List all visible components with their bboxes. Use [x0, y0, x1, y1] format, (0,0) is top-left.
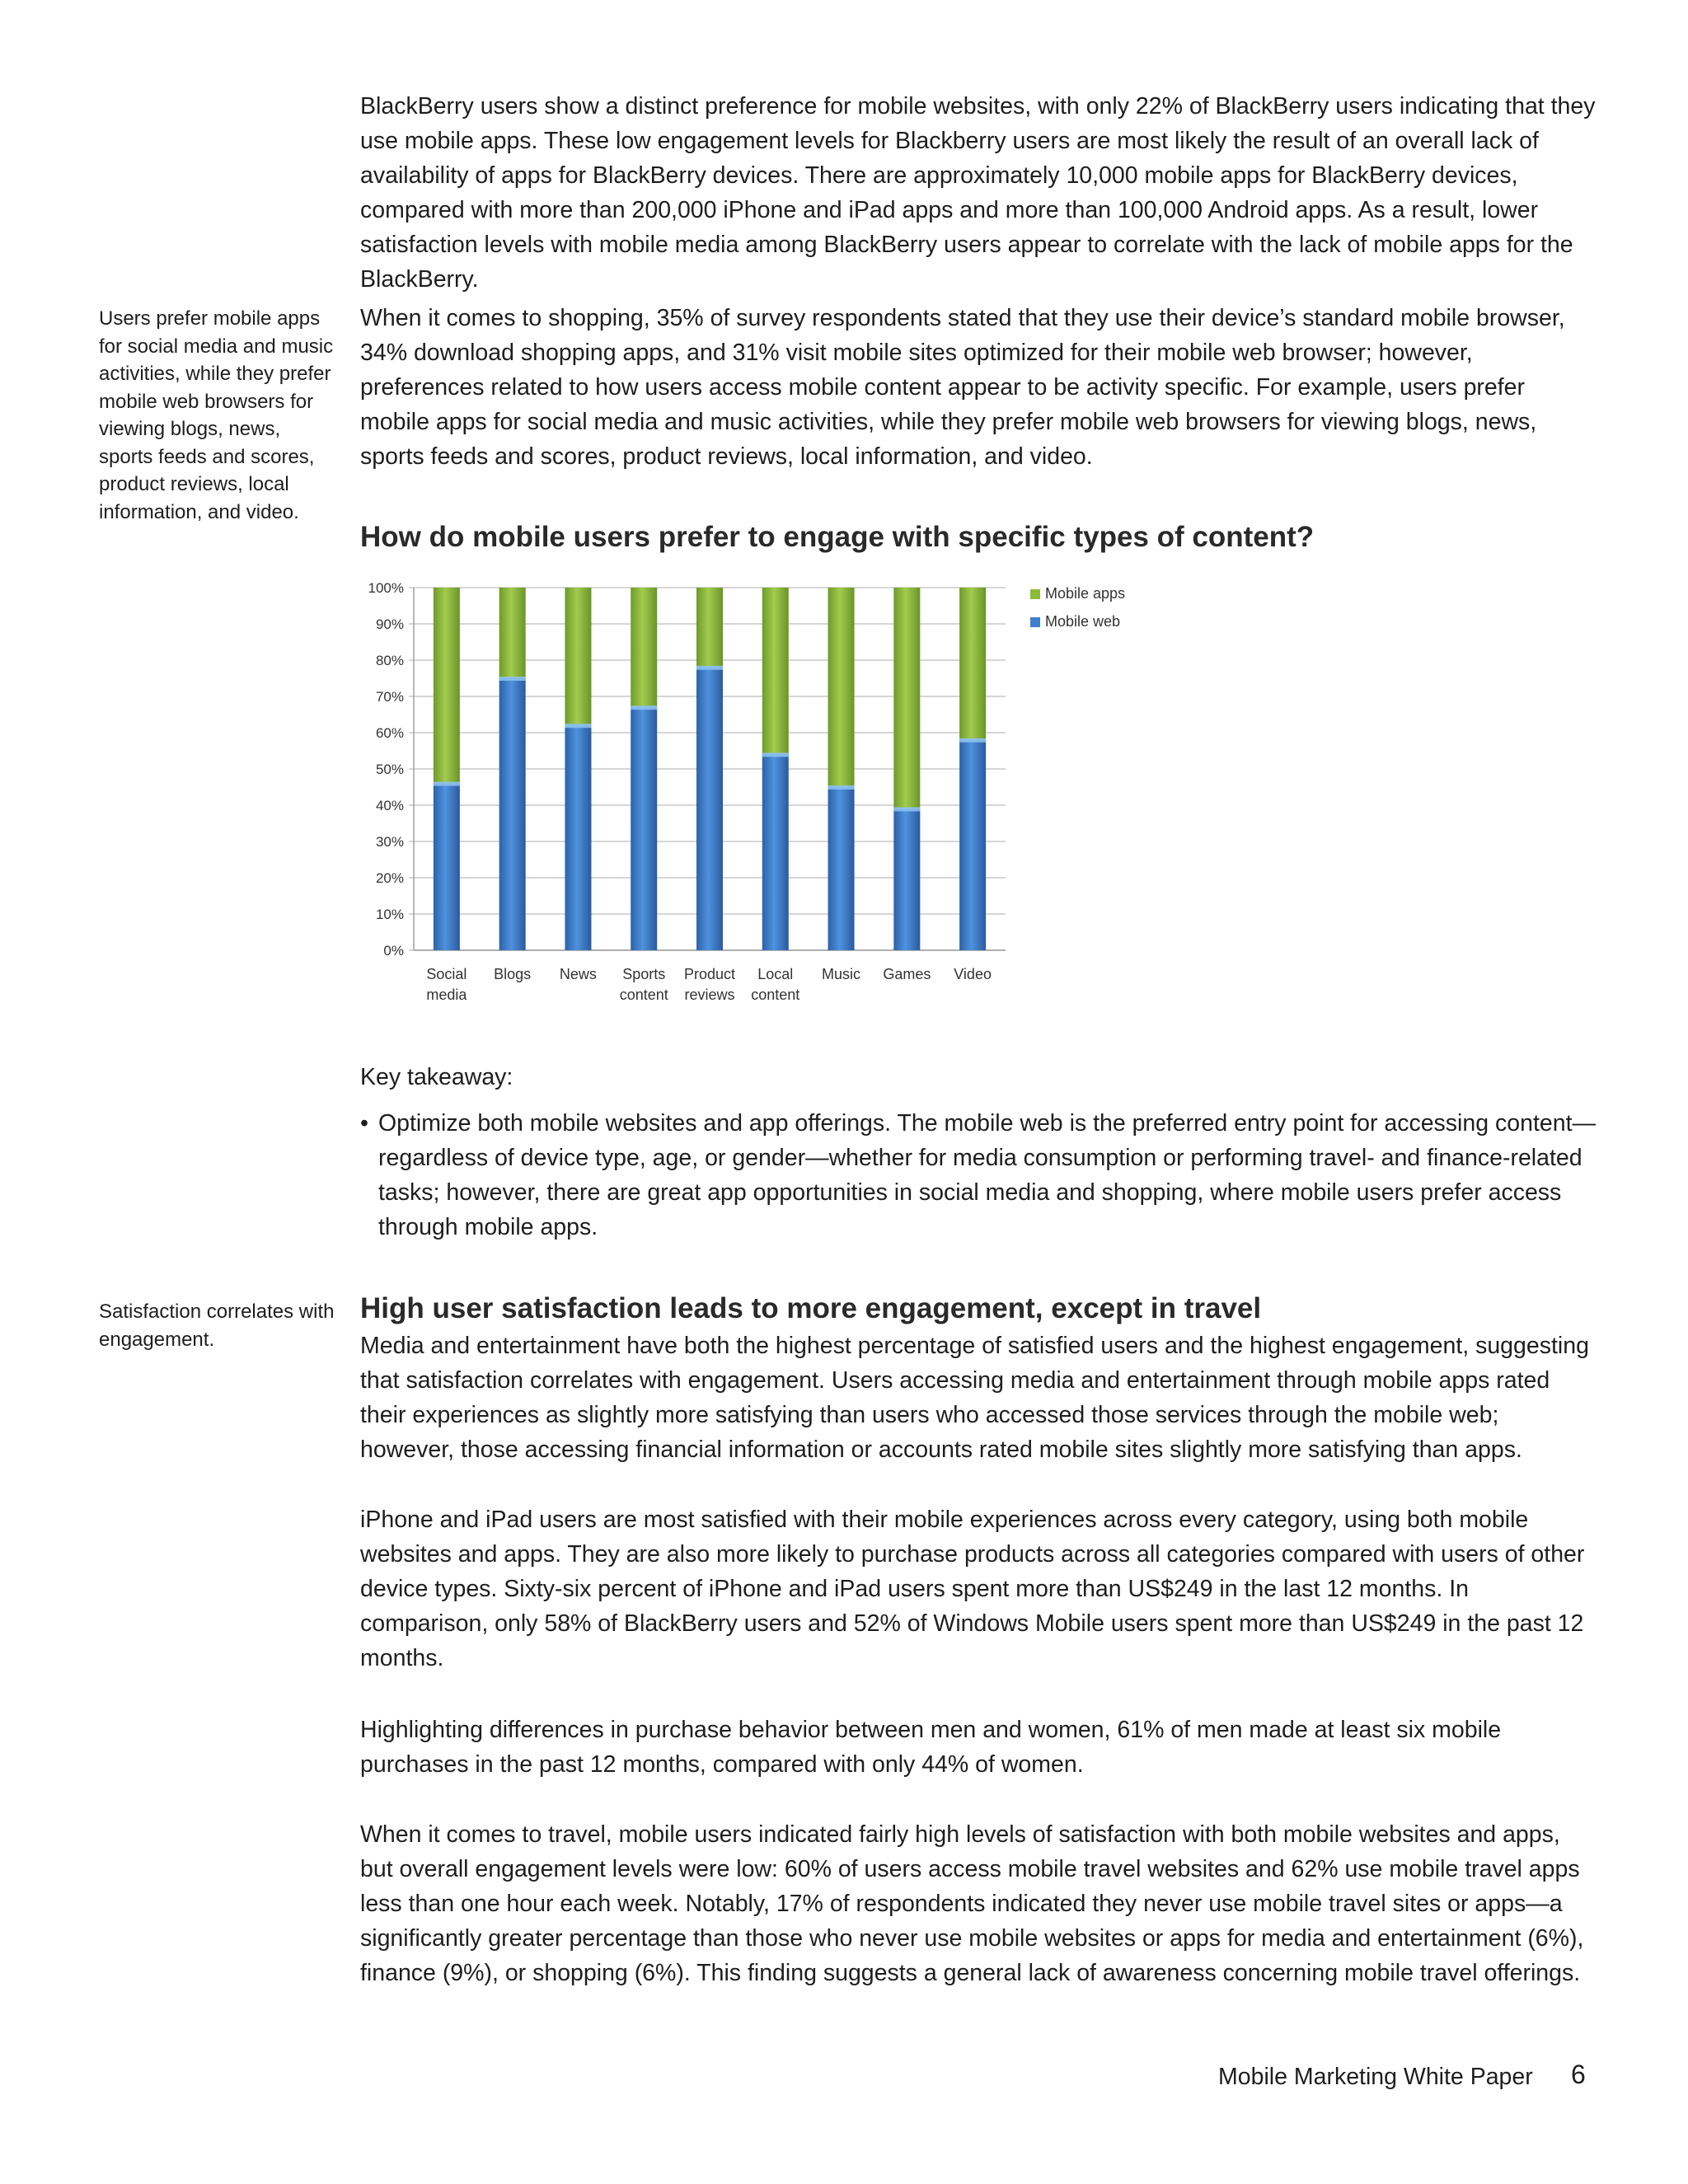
gender-paragraph-block [360, 1713, 1597, 1782]
key-takeaway-label: Key takeaway: [360, 1064, 513, 1090]
y-tick-label: 40% [375, 798, 404, 813]
x-tick-label: reviews [684, 987, 735, 1003]
bar-mobile-web-cap [565, 724, 591, 728]
bar-mobile-web-cap [762, 752, 789, 757]
bar-mobile-apps [762, 588, 789, 754]
bar-mobile-web-cap [434, 782, 460, 786]
bar-mobile-apps [828, 588, 855, 787]
bar-mobile-web [762, 754, 789, 950]
x-tick-label: News [559, 966, 597, 982]
bar-mobile-web [696, 668, 723, 950]
y-tick-label: 80% [375, 653, 404, 668]
x-tick-label: Music [822, 966, 861, 982]
bar-mobile-apps [893, 588, 920, 808]
y-tick-label: 90% [375, 616, 404, 632]
x-tick-label: Social [426, 966, 467, 982]
sidenote-mobile-apps: Users prefer mobile apps for social media and music activities, while they prefer mobile web browsers for viewing blogs, news, sports feeds and scores, product reviews, local information, and video. [99, 307, 334, 523]
bar-mobile-apps [499, 588, 526, 678]
paragraph-shopping: When it comes to shopping, 35% of survey respondents stated that they use their device’s standard mobile browser, 34% download shopping apps, and 31% visit mobile sites optimized for their mobile web browser; however, preferences related to how users access mobile content appear to be activity specific. For example, users prefer mobile apps for social media and music activities, while they prefer mobile web browsers for viewing blogs, news, sports feeds and scores, product reviews, local information, and video. [360, 305, 1565, 470]
legend-swatch [1030, 617, 1040, 627]
bullet-text: Optimize both mobile websites and app offerings. The mobile web is the preferred entry point for accessing content—regardless of device type, age, or gender—whether for media consumption or performing travel- and finance-related tasks; however, there are great app opportunities in social media and shopping, where mobile users prefer access through mobile apps. [378, 1110, 1596, 1240]
y-tick-label: 30% [375, 834, 404, 850]
bar-mobile-web [434, 784, 460, 950]
satisfaction-paragraph-block [360, 1329, 1597, 1467]
bullet-marker: • [360, 1110, 368, 1137]
x-tick-label: content [751, 987, 800, 1003]
intro-paragraph-block [360, 89, 1597, 297]
y-tick-label: 0% [383, 943, 404, 958]
bar-mobile-apps [434, 588, 460, 784]
footer-title: Mobile Marketing White Paper [1218, 2064, 1533, 2090]
bar-mobile-web-cap [828, 785, 855, 790]
iphone-paragraph-block [360, 1502, 1597, 1675]
x-tick-label: Games [883, 966, 931, 982]
paragraph-blackberry: BlackBerry users show a distinct preference for mobile websites, with only 22% of BlackBerry users indicating that they use mobile apps. These low engagement levels for Blackberry users are most likely the result of an overall lack of availability of apps for BlackBerry devices. There are approximately 10,000 mobile apps for BlackBerry devices, compared with more than 200,000 iPhone and iPad apps and more than 100,000 Android apps. As a result, lower satisfaction levels with mobile media among BlackBerry users appear to correlate with the lack of mobile apps for the BlackBerry. [360, 93, 1596, 293]
chart-heading: How do mobile users prefer to engage with specific types of content? [360, 521, 1315, 553]
bar-mobile-web [828, 787, 855, 950]
bar-mobile-web [893, 808, 920, 950]
key-takeaway-bullet [360, 1106, 1597, 1244]
paragraph-gender-differences: Highlighting differences in purchase behavior between men and women, 61% of men made at least six mobile purchases in the past 12 months, compared with only 44% of women. [360, 1717, 1502, 1778]
bar-mobile-web [959, 740, 986, 950]
bar-mobile-apps [565, 588, 591, 725]
x-tick-label: content [619, 987, 668, 1003]
x-tick-label: Product [683, 966, 736, 982]
legend-swatch [1030, 589, 1040, 599]
x-tick-label: Video [954, 966, 992, 982]
paragraph-travel: When it comes to travel, mobile users indicated fairly high levels of satisfaction with both mobile websites and apps, but overall engagement levels were low: 60% of users access mobile travel websites and 62% use mobile travel apps less than one hour each week. Notably, 17% of respondents indicated they never use mobile travel sites or apps—a significantly greater percentage than those who never use mobile websites or apps for media and entertainment (6%), finance (9%), or shopping (6%). This finding suggests a general lack of awareness concerning mobile travel offerings. [360, 1821, 1584, 1986]
sidenote-satisfaction: Satisfaction correlates with engagement. [99, 1301, 335, 1351]
y-tick-label: 20% [375, 870, 404, 886]
legend-label: Mobile web [1045, 613, 1121, 630]
y-tick-label: 70% [375, 689, 404, 705]
bar-mobile-web [499, 678, 526, 950]
y-tick-label: 60% [375, 725, 404, 741]
x-tick-label: Blogs [494, 966, 532, 982]
x-tick-label: media [426, 987, 467, 1003]
bar-mobile-web-cap [893, 807, 920, 811]
content-engagement-chart [354, 573, 1179, 1018]
bar-mobile-apps [696, 588, 723, 668]
bar-mobile-web-cap [696, 666, 723, 670]
y-tick-label: 50% [375, 762, 404, 777]
travel-paragraph-block [360, 1817, 1597, 1990]
bar-mobile-web-cap [631, 705, 657, 710]
paragraph-iphone-users: iPhone and iPad users are most satisfied with their mobile experiences across every category, using both mobile websites and apps. They are also more likely to purchase products across all categories compared with users of other device types. Sixty-six percent of iPhone and iPad users spent more than US$249 in the last 12 months. In comparison, only 58% of BlackBerry users and 52% of Windows Mobile users spent more than US$249 in the past 12 months. [360, 1507, 1585, 1671]
bar-mobile-web-cap [499, 677, 526, 681]
bar-mobile-web-cap [959, 738, 986, 743]
bar-mobile-web [631, 707, 657, 950]
bar-mobile-web [565, 725, 591, 950]
x-tick-label: Sports [622, 966, 666, 982]
shopping-paragraph-block [360, 301, 1597, 474]
section-heading: High user satisfaction leads to more engagement, except in travel [360, 1292, 1262, 1324]
x-tick-label: Local [757, 966, 794, 982]
y-tick-label: 100% [368, 580, 404, 596]
paragraph-media-entertainment: Media and entertainment have both the highest percentage of satisfied users and the highest engagement, suggesting that satisfaction correlates with engagement. Users accessing media and entertainment through mobile apps rated their experiences as slightly more satisfying than users who accessed those services through the mobile web; however, those accessing financial information or accounts rated mobile sites slightly more satisfying than apps. [360, 1333, 1589, 1463]
legend-label: Mobile apps [1045, 585, 1126, 602]
y-tick-label: 10% [375, 907, 404, 922]
bar-mobile-apps [631, 588, 657, 707]
page-number: 6 [1571, 2060, 1586, 2089]
bar-mobile-apps [959, 588, 986, 740]
